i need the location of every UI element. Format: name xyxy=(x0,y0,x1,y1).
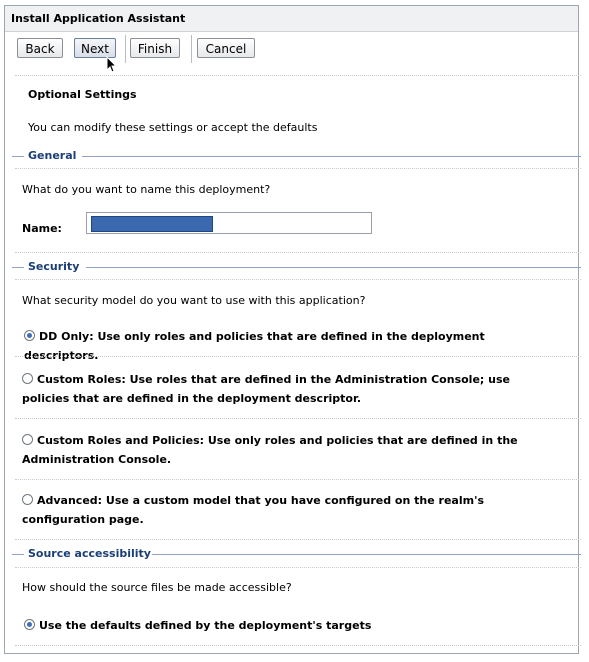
finish-button[interactable]: Finish xyxy=(130,38,180,58)
radio-selected-icon[interactable] xyxy=(24,619,35,630)
name-input-selection xyxy=(91,216,213,232)
radio-unselected-icon[interactable] xyxy=(22,373,33,384)
security-option-label: Custom Roles and Policies: Use only roles and policies that are defined in the Administration Console. xyxy=(22,434,518,466)
security-option-advanced[interactable] xyxy=(22,491,552,529)
radio-unselected-icon[interactable] xyxy=(22,494,33,505)
general-legend-title: General xyxy=(28,149,80,163)
source-legend-title: Source accessibility xyxy=(28,547,155,561)
general-legend xyxy=(12,149,581,163)
security-legend xyxy=(12,260,581,274)
divider xyxy=(15,645,581,646)
toolbar-separator xyxy=(125,35,126,63)
divider xyxy=(15,168,581,169)
security-option-label: DD Only: Use only roles and policies that are defined in the deployment descriptors. xyxy=(24,330,485,362)
divider xyxy=(15,567,581,568)
source-option-defaults[interactable] xyxy=(24,616,554,635)
section-title: Optional Settings xyxy=(28,88,137,101)
general-question: What do you want to name this deployment? xyxy=(22,183,271,196)
next-button[interactable]: Next xyxy=(74,38,116,58)
radio-selected-icon[interactable] xyxy=(24,330,35,341)
security-option-custom-roles-policies[interactable] xyxy=(22,431,552,469)
mouse-pointer-icon xyxy=(106,56,118,74)
security-legend-title: Security xyxy=(28,260,83,274)
name-label: Name: xyxy=(22,222,62,235)
source-option-label: Use the defaults defined by the deployment's targets xyxy=(39,619,372,632)
divider xyxy=(15,356,581,357)
divider xyxy=(15,279,581,280)
back-button[interactable]: Back xyxy=(17,38,63,58)
toolbar-separator xyxy=(191,35,192,63)
source-legend xyxy=(12,547,581,561)
radio-unselected-icon[interactable] xyxy=(22,434,33,445)
window-title: Install Application Assistant xyxy=(5,6,578,32)
source-question: How should the source files be made accessible? xyxy=(22,581,292,594)
divider xyxy=(15,479,581,480)
security-option-custom-roles[interactable] xyxy=(22,370,552,408)
security-option-dd-only[interactable] xyxy=(24,327,554,365)
divider xyxy=(15,252,581,253)
divider xyxy=(15,539,581,540)
security-question: What security model do you want to use with this application? xyxy=(22,294,366,307)
cancel-button[interactable]: Cancel xyxy=(197,38,255,58)
name-input[interactable] xyxy=(86,212,372,234)
divider xyxy=(15,418,581,419)
divider xyxy=(15,75,581,76)
section-description: You can modify these settings or accept the defaults xyxy=(28,121,318,134)
security-option-label: Custom Roles: Use roles that are defined in the Administration Console; use policies that are defined in the deployment descriptor. xyxy=(22,373,510,405)
security-option-label: Advanced: Use a custom model that you have configured on the realm's configuration page. xyxy=(22,494,484,526)
